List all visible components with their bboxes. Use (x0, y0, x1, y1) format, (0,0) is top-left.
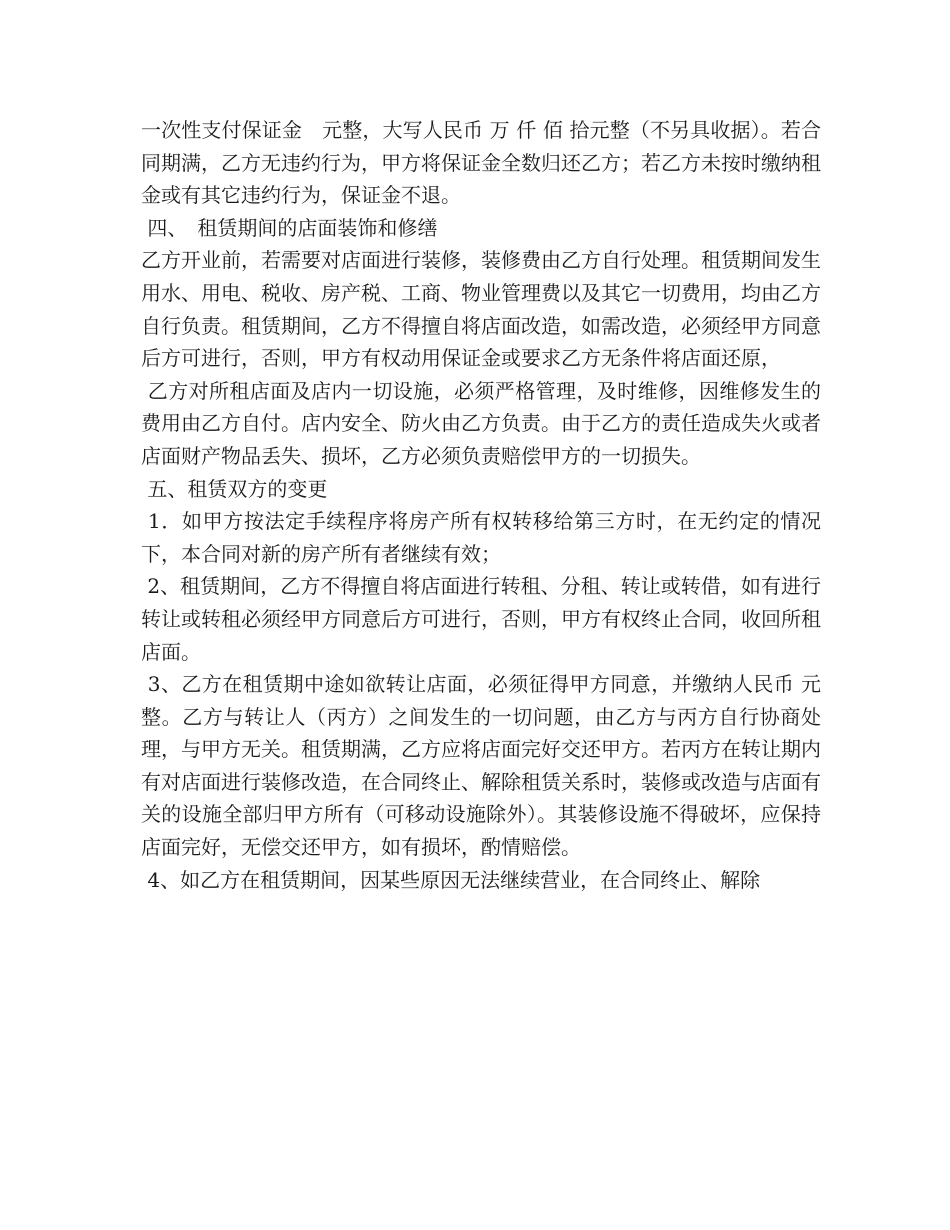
paragraph-renovation: 乙方开业前，若需要对店面进行装修，装修费由乙方自行处理。租赁期间发生用水、用电、税收、房产税、工商、物业管理费以及其它一切费用，均由乙方自行负责。租赁期间，乙方不得擅自将店面改造，如需改造，必须经甲方同意后方可进行，否则，甲方有权动用保证金或要求乙方无条件将店面还原， (141, 248, 821, 371)
paragraph-deposit: 一次性支付保证金 元整，大写人民币 万 仟 佰 拾元整（不另具收据）。若合同期满，乙方无违约行为，甲方将保证金全数归还乙方；若乙方未按时缴纳租金或有其它违约行为，保证金不退。 (141, 118, 821, 208)
section-heading-changes: 五、租赁双方的变更 (141, 476, 328, 501)
document-body (141, 114, 821, 896)
clause-3: 3、乙方在租赁期中途如欲转让店面，必须征得甲方同意，并缴纳人民币 元整。乙方与转让人（丙方）之间发生的一切问题，由乙方与丙方自行协商处理，与甲方无关。租赁期满，乙方应将店面完好交还甲方。若丙方在转让期内有对店面进行装修改造，在合同终止、解除租赁关系时，装修或改造与店面有关的设施全部归甲方所有（可移动设施除外）。其装修设施不得破坏，应保持店面完好，无偿交还甲方，如有损坏，酌情赔偿。 (141, 672, 821, 860)
clause-4: 4、如乙方在租赁期间，因某些原因无法继续营业，在合同终止、解除 (141, 867, 761, 892)
paragraph-maintenance: 乙方对所租店面及店内一切设施，必须严格管理，及时维修，因维修发生的费用由乙方自付。店内安全、防火由乙方负责。由于乙方的责任造成失火或者店面财产物品丢失、损坏，乙方必须负责赔偿甲方的一切损失。 (141, 378, 822, 468)
clause-1: 1．如甲方按法定手续程序将房产所有权转移给第三方时，在无约定的情况下，本合同对新的房产所有者继续有效； (141, 509, 821, 566)
clause-2: 2、租赁期间，乙方不得擅自将店面进行转租、分租、转让或转借，如有进行转让或转租必须经甲方同意后方可进行，否则，甲方有权终止合同，收回所租店面。 (141, 574, 821, 664)
section-heading-decoration: 四、 租赁期间的店面装饰和修缮 (141, 215, 438, 240)
